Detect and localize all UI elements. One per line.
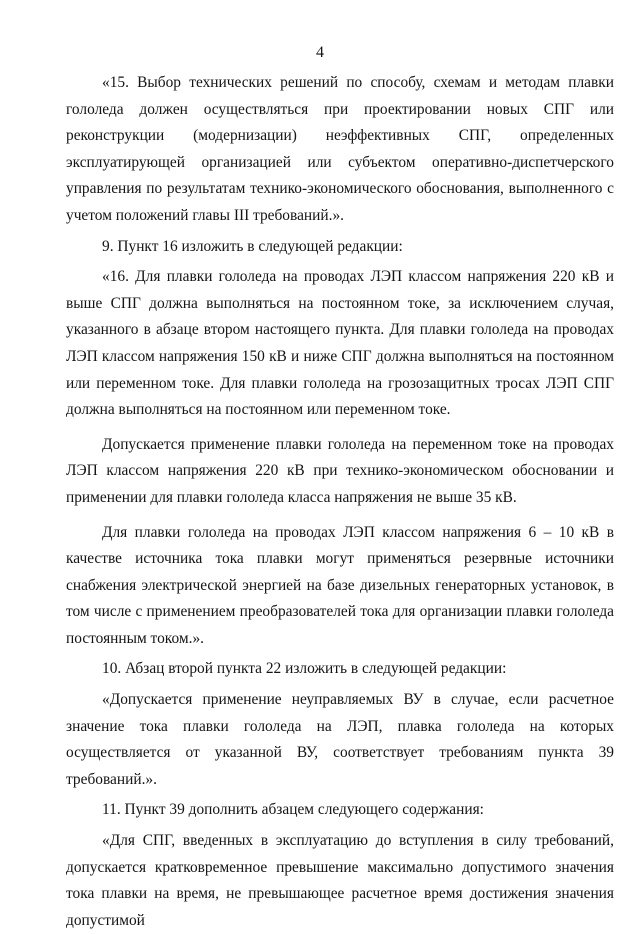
paragraph-item-16: «16. Для плавки гололеда на проводах ЛЭП классом напряжения 220 кВ и выше СПГ должна выполняться на постоянном токе, за исключением случая, указанного в абзаце втором настоящего пункта. Для плавки гололеда на проводах ЛЭП классом напряжения 150 кВ и ниже СПГ должна выполняться на постоянном или переменном токе. Для плавки гололеда на грозозащитных тросах ЛЭП СПГ должна выполняться на постоянном или переменном токе. — [66, 268, 614, 419]
document-body — [66, 70, 614, 934]
paragraph-amend-10: 10. Абзац второй пункта 22 изложить в следующей редакции: — [102, 660, 507, 678]
paragraph-item-39-text: «Для СПГ, введенных в эксплуатацию до вступления в силу требований, допускается кратковременное превышение максимально допустимого значения тока плавки на время, не превышающее расчетное время достижения значения допустимой — [66, 832, 614, 929]
page-number: 4 — [316, 44, 324, 61]
paragraph-amend-11: 11. Пункт 39 дополнить абзацем следующего содержания: — [102, 801, 484, 819]
paragraph-item-16-second: Допускается применение плавки гололеда на переменном токе на проводах ЛЭП классом напряжения 220 кВ при технико-экономическом обосновании и применении для плавки гололеда класса напряжения не выше 35 кВ. — [66, 435, 614, 506]
paragraph-item-22-text: «Допускается применение неуправляемых ВУ в случае, если расчетное значение тока плавки гололеда на ЛЭП, плавка гололеда на которых осуществляется от указанной ВУ, соответствует требованиям пункта 39 требований.». — [66, 691, 614, 788]
paragraph-amend-9: 9. Пункт 16 изложить в следующей редакции: — [102, 237, 403, 255]
paragraph-item-15: «15. Выбор технических решений по способу, схемам и методам плавки гололеда должен осуществляться при проектировании новых СПГ или реконструкции (модернизации) неэффективных СПГ, определенных эксплуатирующей организацией или субъектом оперативно-диспетчерского управления по результатам технико-экономического обоснования, выполненного с учетом положений главы III требований.». — [66, 74, 614, 224]
paragraph-item-16-third: Для плавки гололеда на проводах ЛЭП классом напряжения 6 – 10 кВ в качестве источника тока плавки могут применяться резервные источники снабжения электрической энергией на базе дизельных генераторных установок, в том числе с применением преобразователей тока для организации плавки гололеда постоянным током.». — [66, 523, 614, 647]
